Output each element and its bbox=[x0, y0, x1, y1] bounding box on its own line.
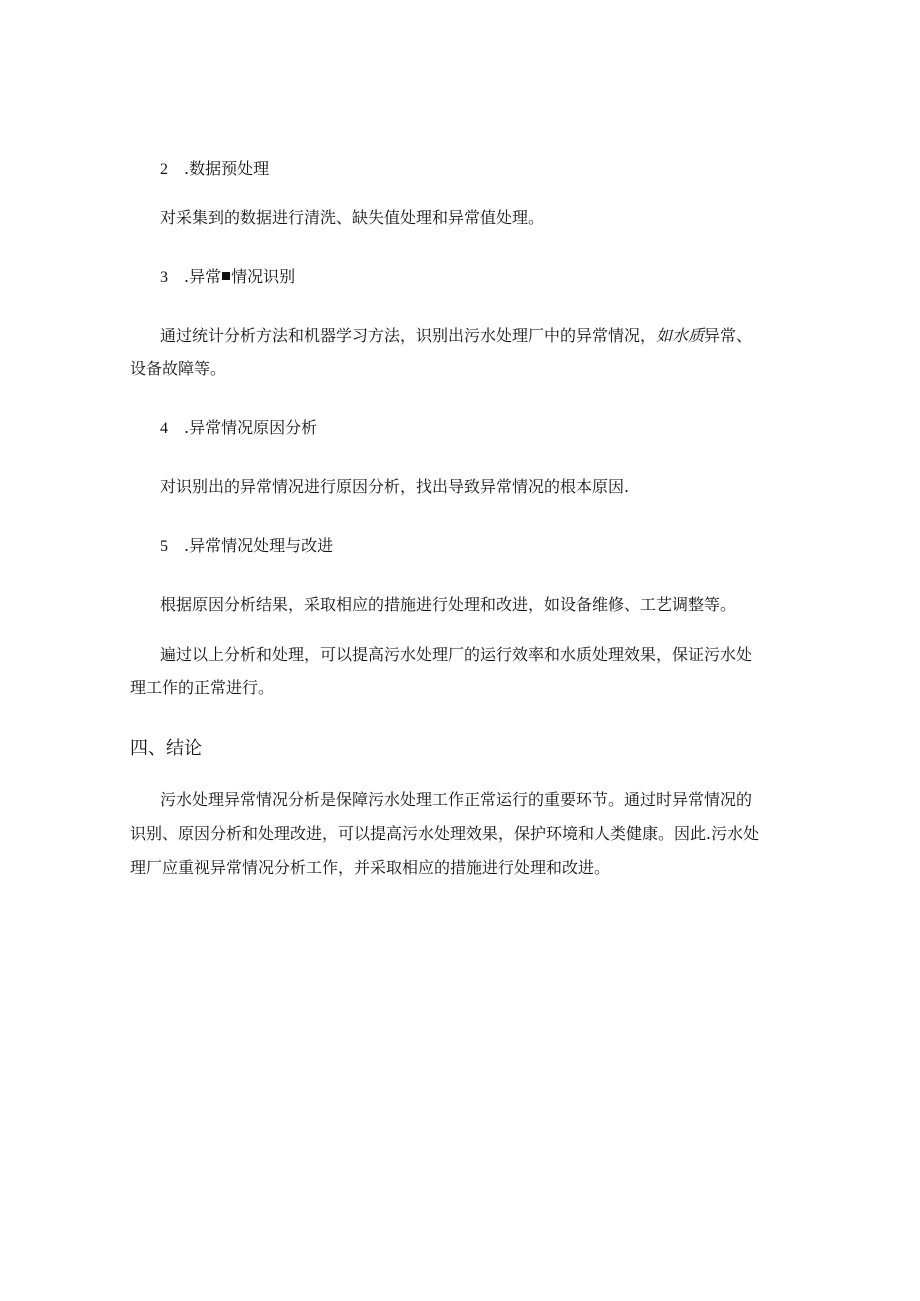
step-heading-4 bbox=[160, 418, 317, 439]
step-heading-3 bbox=[160, 267, 295, 288]
text-run: 异常、 bbox=[704, 326, 753, 345]
paragraph-conclusion-line2: 识别、原因分析和处理改进，可以提高污水处理效果，保护环境和人类健康。因此.污水处 bbox=[130, 824, 760, 843]
italic-text-run: 如水质 bbox=[656, 326, 705, 345]
step-number: 3 bbox=[160, 269, 168, 286]
paragraph-anomaly-identification-line1 bbox=[160, 326, 752, 346]
step-heading-5 bbox=[160, 536, 333, 557]
paragraph-summary-line1: 遍过以上分析和处理，可以提高污水处理厂的运行效率和水质处理效果，保证污水处 bbox=[160, 645, 753, 664]
paragraph-conclusion-line3: 理厂应重视异常情况分析工作，并采取相应的措施进行处理和改进。 bbox=[130, 858, 611, 877]
step-title-part: .异常 bbox=[184, 267, 222, 286]
paragraph-handling-improvement: 根据原因分析结果，采取相应的措施进行处理和改进，如设备维修、工艺调整等。 bbox=[160, 595, 737, 614]
step-title: .数据预处理 bbox=[184, 159, 270, 178]
black-square-icon bbox=[222, 272, 230, 280]
step-title-part: 情况识别 bbox=[231, 267, 296, 286]
step-title: .异常情况处理与改进 bbox=[184, 536, 334, 555]
step-heading-2 bbox=[160, 159, 269, 180]
paragraph-summary-line2: 理工作的正常进行。 bbox=[130, 678, 275, 697]
step-number: 2 bbox=[160, 161, 168, 178]
step-number: 4 bbox=[160, 420, 168, 437]
step-title: .异常情况原因分析 bbox=[184, 418, 318, 437]
section-title-conclusion: 四、结论 bbox=[130, 738, 202, 759]
paragraph-anomaly-identification-line2: 设备故障等。 bbox=[130, 359, 227, 378]
step-number: 5 bbox=[160, 538, 168, 555]
paragraph-conclusion-line1: 污水处理异常情况分析是保障污水处理工作正常运行的重要环节。通过时异常情况的 bbox=[160, 790, 753, 809]
paragraph-data-preprocessing: 对采集到的数据进行清洗、缺失值处理和异常值处理。 bbox=[160, 208, 545, 227]
text-run: 通过统计分析方法和机器学习方法，识别出污水处理厂中的异常情况， bbox=[160, 326, 657, 345]
paragraph-cause-analysis: 对识别出的异常情况进行原因分析，找出导致异常情况的根本原因. bbox=[160, 477, 630, 496]
